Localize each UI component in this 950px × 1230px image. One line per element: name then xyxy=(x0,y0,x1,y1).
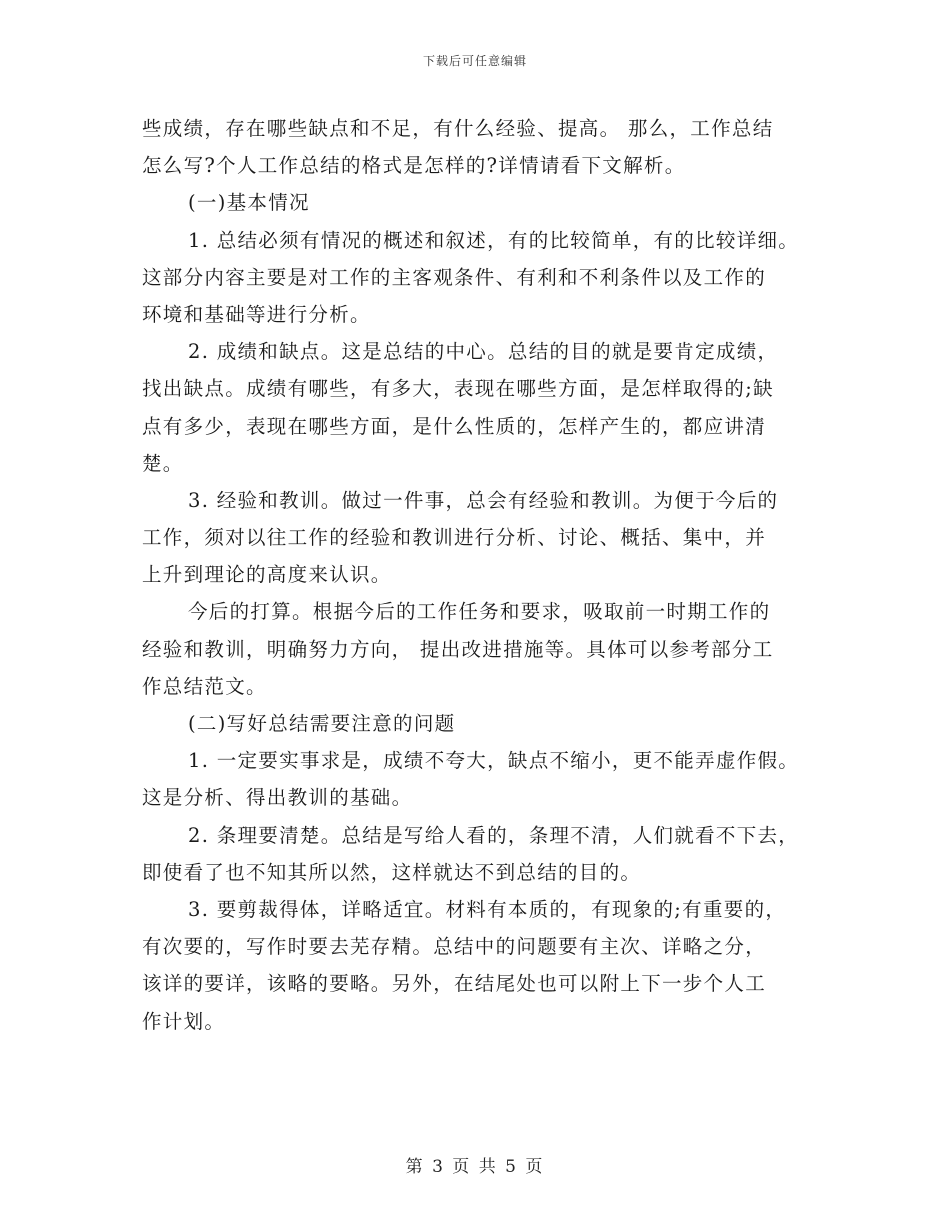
text-line: (一)基本情况 xyxy=(188,191,310,215)
text-line: 该详的要详，该略的要略。另外，在结尾处也可以附上下一步个人工 xyxy=(142,972,767,996)
text-line: 3. 要剪裁得体，详略适宜。材料有本质的，有现象的;有重要的， xyxy=(188,897,787,921)
text-line: 2. 条理要清楚。总结是写给人看的，条理不清，人们就看不下去， xyxy=(188,823,800,847)
page-number-footer: 第 3 页 共 5 页 xyxy=(405,1157,545,1177)
text-line: 环境和基础等进行分析。 xyxy=(142,302,371,326)
text-line: 1. 一定要实事求是，成绩不夸大，缺点不缩小，更不能弄虚作假。 xyxy=(188,749,800,773)
text-line: 即使看了也不知其所以然，这样就达不到总结的目的。 xyxy=(142,860,642,884)
text-line: 3. 经验和教训。做过一件事，总会有经验和教训。为便于今后的 xyxy=(188,488,779,512)
text-line: 这是分析、得出教训的基础。 xyxy=(142,786,413,810)
document-body xyxy=(142,110,822,1040)
text-line: 些成绩，存在哪些缺点和不足，有什么经验、提高。 那么，工作总结 xyxy=(142,117,774,140)
text-line: 这部分内容主要是对工作的主客观条件、有利和不利条件以及工作的 xyxy=(142,265,767,289)
text-line: 找出缺点。成绩有哪些，有多大，表现在哪些方面，是怎样取得的;缺 xyxy=(142,377,774,401)
text-line: 作计划。 xyxy=(142,1009,226,1033)
text-line: 经验和教训，明确努力方向， 提出改进措施等。具体可以参考部分工 xyxy=(142,637,774,661)
text-line: 有次要的，写作时要去芜存精。总结中的问题要有主次、详略之分， xyxy=(142,935,767,959)
page-header-note: 下载后可任意编辑 xyxy=(422,54,527,68)
text-line: 楚。 xyxy=(142,451,184,475)
text-line: 2. 成绩和缺点。这是总结的中心。总结的目的就是要肯定成绩， xyxy=(188,340,779,364)
text-line: 1. 总结必须有情况的概述和叙述，有的比较简单，有的比较详细。 xyxy=(188,228,800,252)
text-line: 点有多少，表现在哪些方面，是什么性质的，怎样产生的，都应讲清 xyxy=(142,414,767,438)
text-line: (二)写好总结需要注意的问题 xyxy=(188,712,456,735)
text-line: 工作，须对以往工作的经验和教训进行分析、讨论、概括、集中，并 xyxy=(142,526,767,550)
text-line: 今后的打算。根据今后的工作任务和要求，吸取前一时期工作的 xyxy=(188,600,771,624)
text-line: 上升到理论的高度来认识。 xyxy=(142,563,392,587)
text-line: 作总结范文。 xyxy=(142,674,267,698)
text-line: 怎么写?个人工作总结的格式是怎样的?详情请看下文解析。 xyxy=(142,154,686,178)
